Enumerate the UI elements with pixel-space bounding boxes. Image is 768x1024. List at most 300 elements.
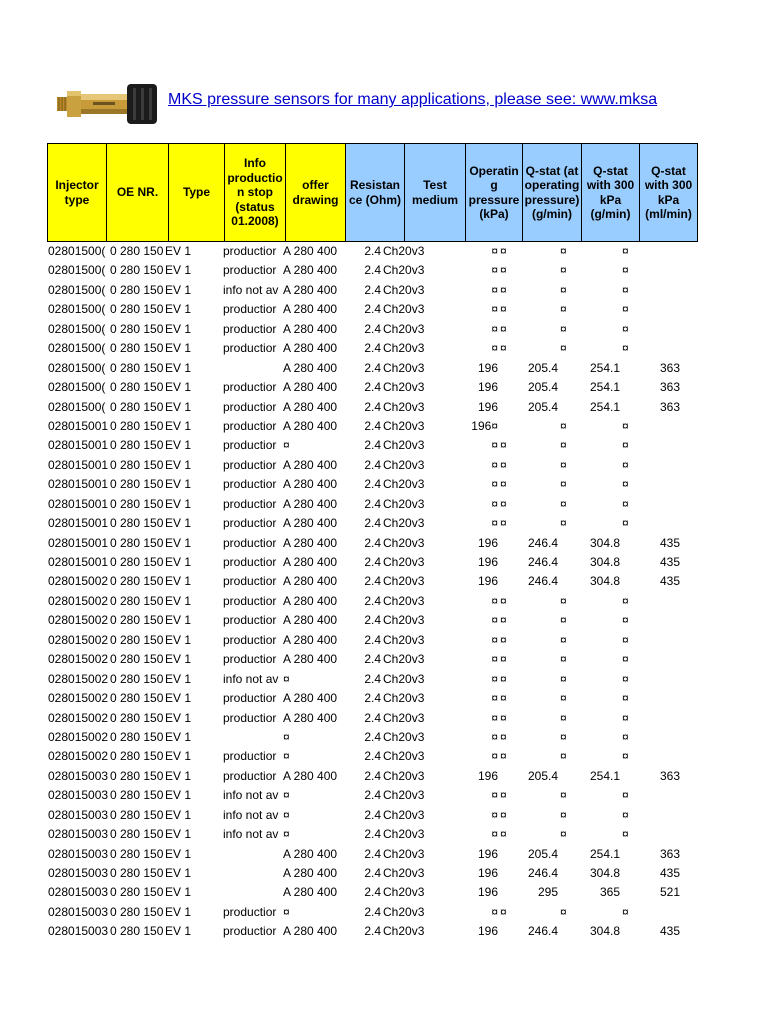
cell-qstat-300-gmin: ¤ bbox=[560, 263, 567, 278]
cell-oe-nr: 0 280 150 bbox=[110, 924, 164, 939]
cell-type: EV 1 bbox=[165, 302, 192, 317]
cell-qstat-operating: 246.4 bbox=[527, 924, 558, 939]
cell-qstat-300-mlmin: 363 bbox=[659, 380, 680, 395]
cell-qstat-operating: ¤ bbox=[500, 302, 507, 317]
cell-offer-drawing: A 280 400 bbox=[283, 555, 338, 569]
cell-qstat-300-gmin: ¤ bbox=[560, 671, 567, 686]
table-row bbox=[47, 534, 681, 553]
table-body bbox=[47, 242, 681, 942]
cell-info-status: productior bbox=[223, 924, 277, 939]
cell-qstat-operating: ¤ bbox=[500, 729, 507, 744]
cell-qstat-300-gmin: ¤ bbox=[560, 341, 567, 356]
cell-qstat-operating: ¤ bbox=[500, 652, 507, 667]
cell-test-medium: Ch20v3 bbox=[383, 263, 425, 278]
cell-injector-type: 028015002 bbox=[48, 729, 109, 744]
cell-operating-pressure: ¤ bbox=[491, 691, 498, 706]
cell-qstat-300-mlmin: 363 bbox=[659, 399, 680, 414]
cell-qstat-operating: ¤ bbox=[500, 749, 507, 764]
cell-qstat-300-mlmin: ¤ bbox=[622, 710, 629, 725]
cell-qstat-300-mlmin: 435 bbox=[659, 866, 680, 880]
cell-type: EV 1 bbox=[165, 768, 192, 783]
cell-oe-nr: 0 280 150 bbox=[110, 477, 164, 492]
cell-qstat-300-gmin: ¤ bbox=[560, 244, 567, 258]
cell-offer-drawing: A 280 400 bbox=[283, 574, 338, 589]
cell-type: EV 1 bbox=[165, 807, 192, 822]
cell-resistance: 2.4 bbox=[364, 496, 381, 511]
cell-qstat-operating: 246.4 bbox=[527, 535, 558, 550]
cell-test-medium: Ch20v3 bbox=[383, 807, 425, 822]
table-row bbox=[47, 495, 681, 514]
cell-qstat-300-gmin: ¤ bbox=[560, 749, 567, 764]
cell-test-medium: Ch20v3 bbox=[383, 380, 425, 395]
cell-injector-type: 028015003 bbox=[48, 866, 109, 880]
cell-info-status: productior bbox=[223, 496, 277, 511]
cell-oe-nr: 0 280 150 bbox=[110, 652, 164, 667]
cell-info-status: productior bbox=[223, 263, 277, 278]
cell-qstat-300-gmin: ¤ bbox=[560, 788, 567, 803]
cell-qstat-operating: ¤ bbox=[500, 691, 507, 706]
cell-qstat-operating: ¤ bbox=[500, 613, 507, 628]
cell-info-status: productior bbox=[223, 321, 277, 336]
cell-operating-pressure: ¤ bbox=[491, 749, 498, 764]
cell-test-medium: Ch20v3 bbox=[383, 360, 425, 375]
cell-type: EV 1 bbox=[165, 652, 192, 667]
cell-operating-pressure: ¤ bbox=[491, 302, 498, 317]
cell-type: EV 1 bbox=[165, 729, 192, 744]
cell-qstat-operating: 246.4 bbox=[527, 866, 558, 880]
cell-operating-pressure: ¤ bbox=[491, 632, 498, 647]
cell-test-medium: Ch20v3 bbox=[383, 904, 425, 919]
cell-qstat-operating: 205.4 bbox=[527, 360, 558, 375]
cell-qstat-300-gmin: 304.8 bbox=[589, 866, 620, 880]
cell-type: EV 1 bbox=[165, 846, 192, 861]
cell-operating-pressure: 196 bbox=[477, 768, 498, 783]
cell-offer-drawing: A 280 400 bbox=[283, 282, 338, 297]
cell-oe-nr: 0 280 150 bbox=[110, 866, 164, 880]
cell-injector-type: 028015003 bbox=[48, 768, 109, 783]
cell-operating-pressure: ¤ bbox=[491, 457, 498, 472]
cell-injector-type: 02801500( bbox=[48, 244, 106, 258]
cell-type: EV 1 bbox=[165, 924, 192, 939]
cell-resistance: 2.4 bbox=[364, 438, 381, 453]
header-oe-nr: OE NR. bbox=[106, 143, 169, 242]
cell-operating-pressure: ¤ bbox=[491, 263, 498, 278]
cell-qstat-300-mlmin: ¤ bbox=[622, 282, 629, 297]
cell-type: EV 1 bbox=[165, 399, 192, 414]
cell-qstat-operating: 205.4 bbox=[527, 846, 558, 861]
table-row bbox=[47, 747, 681, 766]
table-row bbox=[47, 417, 681, 436]
cell-qstat-300-mlmin: ¤ bbox=[622, 438, 629, 453]
table-row bbox=[47, 806, 681, 825]
cell-resistance: 2.4 bbox=[364, 710, 381, 725]
cell-resistance: 2.4 bbox=[364, 574, 381, 589]
cell-qstat-300-mlmin: ¤ bbox=[622, 516, 629, 531]
cell-qstat-300-mlmin: ¤ bbox=[622, 244, 629, 258]
cell-info-status: productior bbox=[223, 302, 277, 317]
cell-qstat-300-gmin: ¤ bbox=[560, 438, 567, 453]
cell-oe-nr: 0 280 150 bbox=[110, 885, 164, 900]
cell-info-status: productior bbox=[223, 574, 277, 589]
cell-operating-pressure: 196 bbox=[477, 380, 498, 395]
cell-qstat-300-gmin: 254.1 bbox=[589, 360, 620, 375]
cell-oe-nr: 0 280 150 bbox=[110, 729, 164, 744]
cell-type: EV 1 bbox=[165, 477, 192, 492]
cell-operating-pressure: ¤ bbox=[491, 244, 498, 258]
cell-resistance: 2.4 bbox=[364, 866, 381, 880]
cell-offer-drawing: A 280 400 bbox=[283, 516, 338, 531]
cell-info-status: productior bbox=[223, 399, 277, 414]
cell-info-status: productior bbox=[223, 516, 277, 531]
cell-qstat-300-gmin: ¤ bbox=[560, 282, 567, 297]
cell-offer-drawing: ¤ bbox=[283, 904, 290, 919]
cell-test-medium: Ch20v3 bbox=[383, 749, 425, 764]
cell-test-medium: Ch20v3 bbox=[383, 729, 425, 744]
cell-resistance: 2.4 bbox=[364, 321, 381, 336]
cell-info-status bbox=[222, 845, 282, 864]
table-row bbox=[47, 883, 681, 902]
cell-qstat-300-gmin: 365 bbox=[599, 885, 620, 900]
cell-qstat-operating: ¤ bbox=[500, 593, 507, 608]
cell-offer-drawing: ¤ bbox=[283, 807, 290, 822]
cell-test-medium: Ch20v3 bbox=[383, 632, 425, 647]
cell-type: EV 1 bbox=[165, 321, 192, 336]
cell-qstat-operating: ¤ bbox=[500, 438, 507, 453]
cell-qstat-operating: ¤ bbox=[500, 516, 507, 531]
cell-injector-type: 028015002 bbox=[48, 574, 109, 589]
cell-operating-pressure: ¤ bbox=[491, 438, 498, 453]
cell-oe-nr: 0 280 150 bbox=[110, 360, 164, 375]
cell-resistance: 2.4 bbox=[364, 302, 381, 317]
cell-oe-nr: 0 280 150 bbox=[110, 555, 164, 569]
cell-qstat-300-mlmin: ¤ bbox=[622, 904, 629, 919]
mks-banner-link[interactable]: MKS pressure sensors for many applications, please see: www.mksa bbox=[168, 91, 658, 108]
cell-oe-nr: 0 280 150 bbox=[110, 341, 164, 356]
cell-qstat-300-mlmin: 435 bbox=[659, 924, 680, 939]
table-header bbox=[47, 143, 697, 242]
cell-offer-drawing: A 280 400 bbox=[283, 885, 338, 900]
cell-resistance: 2.4 bbox=[364, 613, 381, 628]
cell-type: EV 1 bbox=[165, 749, 192, 764]
cell-info-status: info not av bbox=[223, 827, 279, 842]
cell-resistance: 2.4 bbox=[364, 749, 381, 764]
cell-qstat-300-gmin: ¤ bbox=[560, 827, 567, 842]
cell-offer-drawing: A 280 400 bbox=[283, 632, 338, 647]
cell-offer-drawing: A 280 400 bbox=[283, 846, 338, 861]
cell-test-medium: Ch20v3 bbox=[383, 516, 425, 531]
cell-info-status: info not av bbox=[223, 282, 279, 297]
cell-oe-nr: 0 280 150 bbox=[110, 904, 164, 919]
cell-operating-pressure: 196 bbox=[477, 399, 498, 414]
cell-oe-nr: 0 280 150 bbox=[110, 457, 164, 472]
cell-info-status: info not av bbox=[223, 671, 279, 686]
cell-operating-pressure: 196¤ bbox=[471, 418, 498, 433]
table-row bbox=[47, 903, 681, 922]
cell-operating-pressure: ¤ bbox=[491, 282, 498, 297]
cell-injector-type: 028015001 bbox=[48, 496, 109, 511]
cell-info-status: productior bbox=[223, 613, 277, 628]
header-qstat-300-mlmin: Q-stat with 300 kPa (ml/min) bbox=[639, 143, 698, 242]
table-row bbox=[47, 514, 681, 533]
cell-qstat-300-mlmin: ¤ bbox=[622, 827, 629, 842]
cell-offer-drawing: A 280 400 bbox=[283, 652, 338, 667]
cell-oe-nr: 0 280 150 bbox=[110, 827, 164, 842]
table-row bbox=[47, 436, 681, 455]
cell-qstat-300-mlmin: ¤ bbox=[622, 749, 629, 764]
cell-type: EV 1 bbox=[165, 788, 192, 803]
cell-resistance: 2.4 bbox=[364, 652, 381, 667]
cell-qstat-operating: ¤ bbox=[500, 282, 507, 297]
cell-test-medium: Ch20v3 bbox=[383, 924, 425, 939]
cell-qstat-operating: ¤ bbox=[500, 263, 507, 278]
cell-operating-pressure: ¤ bbox=[491, 807, 498, 822]
header-test-medium: Test medium bbox=[404, 143, 466, 242]
cell-type: EV 1 bbox=[165, 593, 192, 608]
cell-oe-nr: 0 280 150 bbox=[110, 846, 164, 861]
cell-qstat-300-gmin: 254.1 bbox=[589, 380, 620, 395]
cell-qstat-300-gmin: ¤ bbox=[560, 516, 567, 531]
cell-injector-type: 028015002 bbox=[48, 710, 109, 725]
cell-qstat-300-gmin: ¤ bbox=[560, 729, 567, 744]
cell-oe-nr: 0 280 150 bbox=[110, 282, 164, 297]
cell-qstat-300-gmin: 304.8 bbox=[589, 555, 620, 569]
cell-injector-type: 02801500( bbox=[48, 302, 106, 317]
cell-test-medium: Ch20v3 bbox=[383, 341, 425, 356]
table-row bbox=[47, 689, 681, 708]
cell-injector-type: 028015003 bbox=[48, 904, 109, 919]
cell-info-status: productior bbox=[223, 652, 277, 667]
cell-resistance: 2.4 bbox=[364, 671, 381, 686]
cell-info-status: productior bbox=[223, 632, 277, 647]
cell-injector-type: 028015002 bbox=[48, 613, 109, 628]
cell-operating-pressure: ¤ bbox=[491, 652, 498, 667]
cell-resistance: 2.4 bbox=[364, 729, 381, 744]
cell-qstat-operating: ¤ bbox=[500, 807, 507, 822]
pressure-sensor-image bbox=[55, 78, 161, 128]
cell-operating-pressure: ¤ bbox=[491, 516, 498, 531]
table-row bbox=[47, 475, 681, 494]
cell-oe-nr: 0 280 150 bbox=[110, 535, 164, 550]
cell-offer-drawing: A 280 400 bbox=[283, 710, 338, 725]
cell-qstat-300-mlmin: 435 bbox=[659, 574, 680, 589]
cell-resistance: 2.4 bbox=[364, 341, 381, 356]
table-row bbox=[47, 786, 681, 805]
cell-qstat-operating: ¤ bbox=[500, 904, 507, 919]
table-row bbox=[47, 825, 681, 844]
cell-test-medium: Ch20v3 bbox=[383, 282, 425, 297]
cell-qstat-300-gmin: ¤ bbox=[560, 457, 567, 472]
cell-offer-drawing: A 280 400 bbox=[283, 418, 338, 433]
cell-qstat-300-mlmin: 435 bbox=[659, 535, 680, 550]
cell-injector-type: 02801500( bbox=[48, 263, 106, 278]
cell-qstat-300-gmin: ¤ bbox=[560, 302, 567, 317]
cell-resistance: 2.4 bbox=[364, 846, 381, 861]
cell-injector-type: 028015002 bbox=[48, 593, 109, 608]
cell-qstat-300-mlmin: ¤ bbox=[622, 671, 629, 686]
cell-info-status bbox=[222, 864, 282, 883]
table-row bbox=[47, 845, 681, 864]
cell-injector-type: 02801500( bbox=[48, 399, 106, 414]
cell-qstat-300-mlmin: 521 bbox=[659, 885, 680, 900]
cell-oe-nr: 0 280 150 bbox=[110, 710, 164, 725]
cell-operating-pressure: ¤ bbox=[491, 671, 498, 686]
cell-qstat-300-gmin: ¤ bbox=[560, 477, 567, 492]
cell-operating-pressure: 196 bbox=[477, 574, 498, 589]
cell-operating-pressure: ¤ bbox=[491, 341, 498, 356]
cell-info-status: productior bbox=[223, 749, 277, 764]
cell-resistance: 2.4 bbox=[364, 904, 381, 919]
cell-info-status: productior bbox=[223, 691, 277, 706]
cell-test-medium: Ch20v3 bbox=[383, 244, 425, 258]
table-row bbox=[47, 922, 681, 941]
cell-info-status: productior bbox=[223, 418, 277, 433]
cell-oe-nr: 0 280 150 bbox=[110, 263, 164, 278]
cell-info-status: productior bbox=[223, 555, 277, 569]
cell-qstat-operating: 295 bbox=[537, 885, 558, 900]
cell-injector-type: 028015003 bbox=[48, 788, 109, 803]
cell-qstat-300-gmin: 254.1 bbox=[589, 399, 620, 414]
cell-qstat-operating: ¤ bbox=[500, 671, 507, 686]
cell-type: EV 1 bbox=[165, 827, 192, 842]
cell-qstat-operating: 246.4 bbox=[527, 574, 558, 589]
cell-test-medium: Ch20v3 bbox=[383, 302, 425, 317]
cell-qstat-300-mlmin: 363 bbox=[659, 360, 680, 375]
cell-oe-nr: 0 280 150 bbox=[110, 807, 164, 822]
cell-oe-nr: 0 280 150 bbox=[110, 593, 164, 608]
cell-qstat-300-gmin: ¤ bbox=[560, 593, 567, 608]
cell-info-status: info not av bbox=[223, 788, 279, 803]
cell-test-medium: Ch20v3 bbox=[383, 691, 425, 706]
cell-injector-type: 028015001 bbox=[48, 438, 109, 453]
cell-qstat-300-mlmin: ¤ bbox=[622, 613, 629, 628]
cell-resistance: 2.4 bbox=[364, 282, 381, 297]
cell-qstat-300-mlmin: ¤ bbox=[622, 652, 629, 667]
cell-resistance: 2.4 bbox=[364, 399, 381, 414]
cell-oe-nr: 0 280 150 bbox=[110, 788, 164, 803]
cell-resistance: 2.4 bbox=[364, 360, 381, 375]
table-row bbox=[47, 281, 681, 300]
cell-injector-type: 028015001 bbox=[48, 457, 109, 472]
cell-qstat-300-gmin: 304.8 bbox=[589, 574, 620, 589]
cell-test-medium: Ch20v3 bbox=[383, 671, 425, 686]
cell-offer-drawing: A 280 400 bbox=[283, 263, 338, 278]
cell-qstat-operating: ¤ bbox=[500, 341, 507, 356]
cell-type: EV 1 bbox=[165, 866, 192, 880]
cell-oe-nr: 0 280 150 bbox=[110, 418, 164, 433]
cell-test-medium: Ch20v3 bbox=[383, 846, 425, 861]
cell-type: EV 1 bbox=[165, 691, 192, 706]
cell-operating-pressure: 196 bbox=[477, 846, 498, 861]
cell-resistance: 2.4 bbox=[364, 593, 381, 608]
cell-info-status: productior bbox=[223, 904, 277, 919]
cell-offer-drawing: A 280 400 bbox=[283, 302, 338, 317]
cell-oe-nr: 0 280 150 bbox=[110, 380, 164, 395]
cell-offer-drawing: A 280 400 bbox=[283, 535, 338, 550]
cell-qstat-300-mlmin: ¤ bbox=[622, 496, 629, 511]
cell-oe-nr: 0 280 150 bbox=[110, 768, 164, 783]
cell-test-medium: Ch20v3 bbox=[383, 438, 425, 453]
cell-injector-type: 028015001 bbox=[48, 516, 109, 531]
cell-qstat-operating: ¤ bbox=[500, 477, 507, 492]
table-row bbox=[47, 378, 681, 397]
cell-resistance: 2.4 bbox=[364, 535, 381, 550]
cell-info-status: productior bbox=[223, 380, 277, 395]
header-resistance: Resistan ce (Ohm) bbox=[345, 143, 405, 242]
cell-operating-pressure: 196 bbox=[477, 866, 498, 880]
cell-operating-pressure: ¤ bbox=[491, 904, 498, 919]
cell-resistance: 2.4 bbox=[364, 457, 381, 472]
cell-type: EV 1 bbox=[165, 457, 192, 472]
cell-test-medium: Ch20v3 bbox=[383, 593, 425, 608]
cell-type: EV 1 bbox=[165, 710, 192, 725]
cell-operating-pressure: ¤ bbox=[491, 593, 498, 608]
cell-resistance: 2.4 bbox=[364, 418, 381, 433]
cell-injector-type: 028015001 bbox=[48, 418, 109, 433]
cell-offer-drawing: A 280 400 bbox=[283, 613, 338, 628]
cell-offer-drawing: ¤ bbox=[283, 827, 290, 842]
cell-oe-nr: 0 280 150 bbox=[110, 516, 164, 531]
cell-info-status: productior bbox=[223, 244, 277, 258]
cell-type: EV 1 bbox=[165, 516, 192, 531]
cell-injector-type: 028015002 bbox=[48, 749, 109, 764]
cell-qstat-operating: ¤ bbox=[500, 632, 507, 647]
cell-resistance: 2.4 bbox=[364, 263, 381, 278]
cell-info-status: productior bbox=[223, 341, 277, 356]
cell-qstat-300-mlmin: ¤ bbox=[622, 691, 629, 706]
cell-type: EV 1 bbox=[165, 496, 192, 511]
cell-qstat-operating: ¤ bbox=[500, 321, 507, 336]
cell-oe-nr: 0 280 150 bbox=[110, 438, 164, 453]
cell-info-status: info not av bbox=[223, 807, 279, 822]
cell-resistance: 2.4 bbox=[364, 807, 381, 822]
cell-qstat-300-mlmin: 363 bbox=[659, 768, 680, 783]
cell-qstat-operating: ¤ bbox=[500, 496, 507, 511]
cell-injector-type: 02801500( bbox=[48, 341, 106, 356]
cell-qstat-300-gmin: ¤ bbox=[560, 710, 567, 725]
cell-resistance: 2.4 bbox=[364, 827, 381, 842]
cell-qstat-300-mlmin: ¤ bbox=[622, 457, 629, 472]
cell-injector-type: 028015002 bbox=[48, 632, 109, 647]
header-operating-pressure: Operatin g pressure (kPa) bbox=[465, 143, 523, 242]
cell-qstat-300-mlmin: ¤ bbox=[622, 263, 629, 278]
cell-info-status: productior bbox=[223, 535, 277, 550]
cell-operating-pressure: ¤ bbox=[491, 788, 498, 803]
table-row bbox=[47, 767, 681, 786]
cell-oe-nr: 0 280 150 bbox=[110, 671, 164, 686]
cell-test-medium: Ch20v3 bbox=[383, 788, 425, 803]
cell-offer-drawing: A 280 400 bbox=[283, 341, 338, 356]
cell-qstat-300-mlmin: 435 bbox=[659, 555, 680, 569]
table-row bbox=[47, 359, 681, 378]
cell-type: EV 1 bbox=[165, 418, 192, 433]
cell-operating-pressure: ¤ bbox=[491, 496, 498, 511]
cell-test-medium: Ch20v3 bbox=[383, 535, 425, 550]
cell-test-medium: Ch20v3 bbox=[383, 418, 425, 433]
cell-offer-drawing: ¤ bbox=[283, 671, 290, 686]
cell-operating-pressure: ¤ bbox=[491, 613, 498, 628]
cell-injector-type: 02801500( bbox=[48, 321, 106, 336]
cell-offer-drawing: A 280 400 bbox=[283, 496, 338, 511]
cell-qstat-300-mlmin: ¤ bbox=[622, 807, 629, 822]
cell-qstat-operating: 205.4 bbox=[527, 380, 558, 395]
cell-offer-drawing: ¤ bbox=[283, 749, 290, 764]
table-row bbox=[47, 339, 681, 358]
table-row bbox=[47, 631, 681, 650]
cell-qstat-operating: 205.4 bbox=[527, 399, 558, 414]
cell-qstat-300-gmin: ¤ bbox=[560, 613, 567, 628]
table-row bbox=[47, 553, 681, 572]
cell-injector-type: 028015003 bbox=[48, 827, 109, 842]
